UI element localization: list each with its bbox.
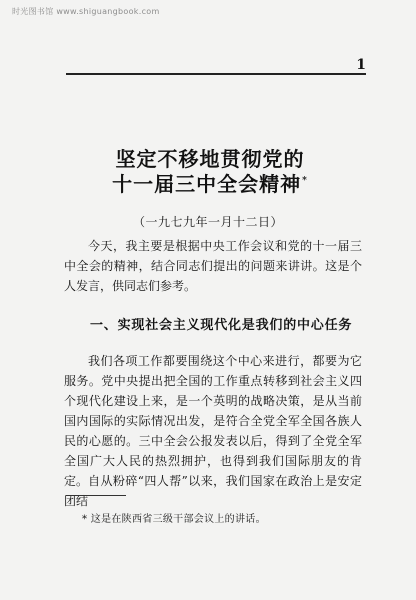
watermark: 时光图书馆 www.shiguangbook.com (12, 7, 160, 16)
document-date: （一九七九年一月十二日） (132, 215, 283, 229)
footnote-rule (66, 495, 126, 496)
body-paragraph-1: 我们各项工作都要围绕这个中心来进行，都要为它服务。党中央提出把全国的工作重点转移到社会主义四个现代化建设上来，是一个英明的战略决策，是从当前国内国际的实际情况出发，是符合全党全军全国各族人民的心愿的。三中全会公报发表以后，得到了全党全军全国广大人民的热烈拥护，也得到我们国际朋友的肯定。 (64, 354, 362, 488)
body-paragraph-2: 自从粉碎“四人帮”以来，我们国家在政治上是安定团结 (64, 474, 362, 508)
document-title-line-1: 坚定不移地贯彻党的 (115, 147, 305, 171)
intro-paragraph: 今天，我主要是根据中央工作会议和党的十一届三中全会的精神，结合同志们提出的问题来讲讲。这是个人发言，供同志们参考。 (64, 239, 362, 293)
document-title-line-2-text: 十一届三中全会精神 (112, 172, 302, 196)
header-rule (66, 73, 366, 75)
body-paragraph-block-1 (64, 351, 362, 491)
footnote: * 这是在陕西省三级干部会议上的讲话。 (82, 514, 266, 525)
intro-paragraph-block (64, 236, 362, 296)
section-heading: 一、实现社会主义现代化是我们的中心任务 (90, 318, 353, 333)
body-paragraph-block-2 (64, 471, 362, 511)
document-title-line-2 (94, 172, 326, 196)
title-footnote-marker: * (302, 176, 308, 187)
page-number: 1 (356, 57, 366, 73)
